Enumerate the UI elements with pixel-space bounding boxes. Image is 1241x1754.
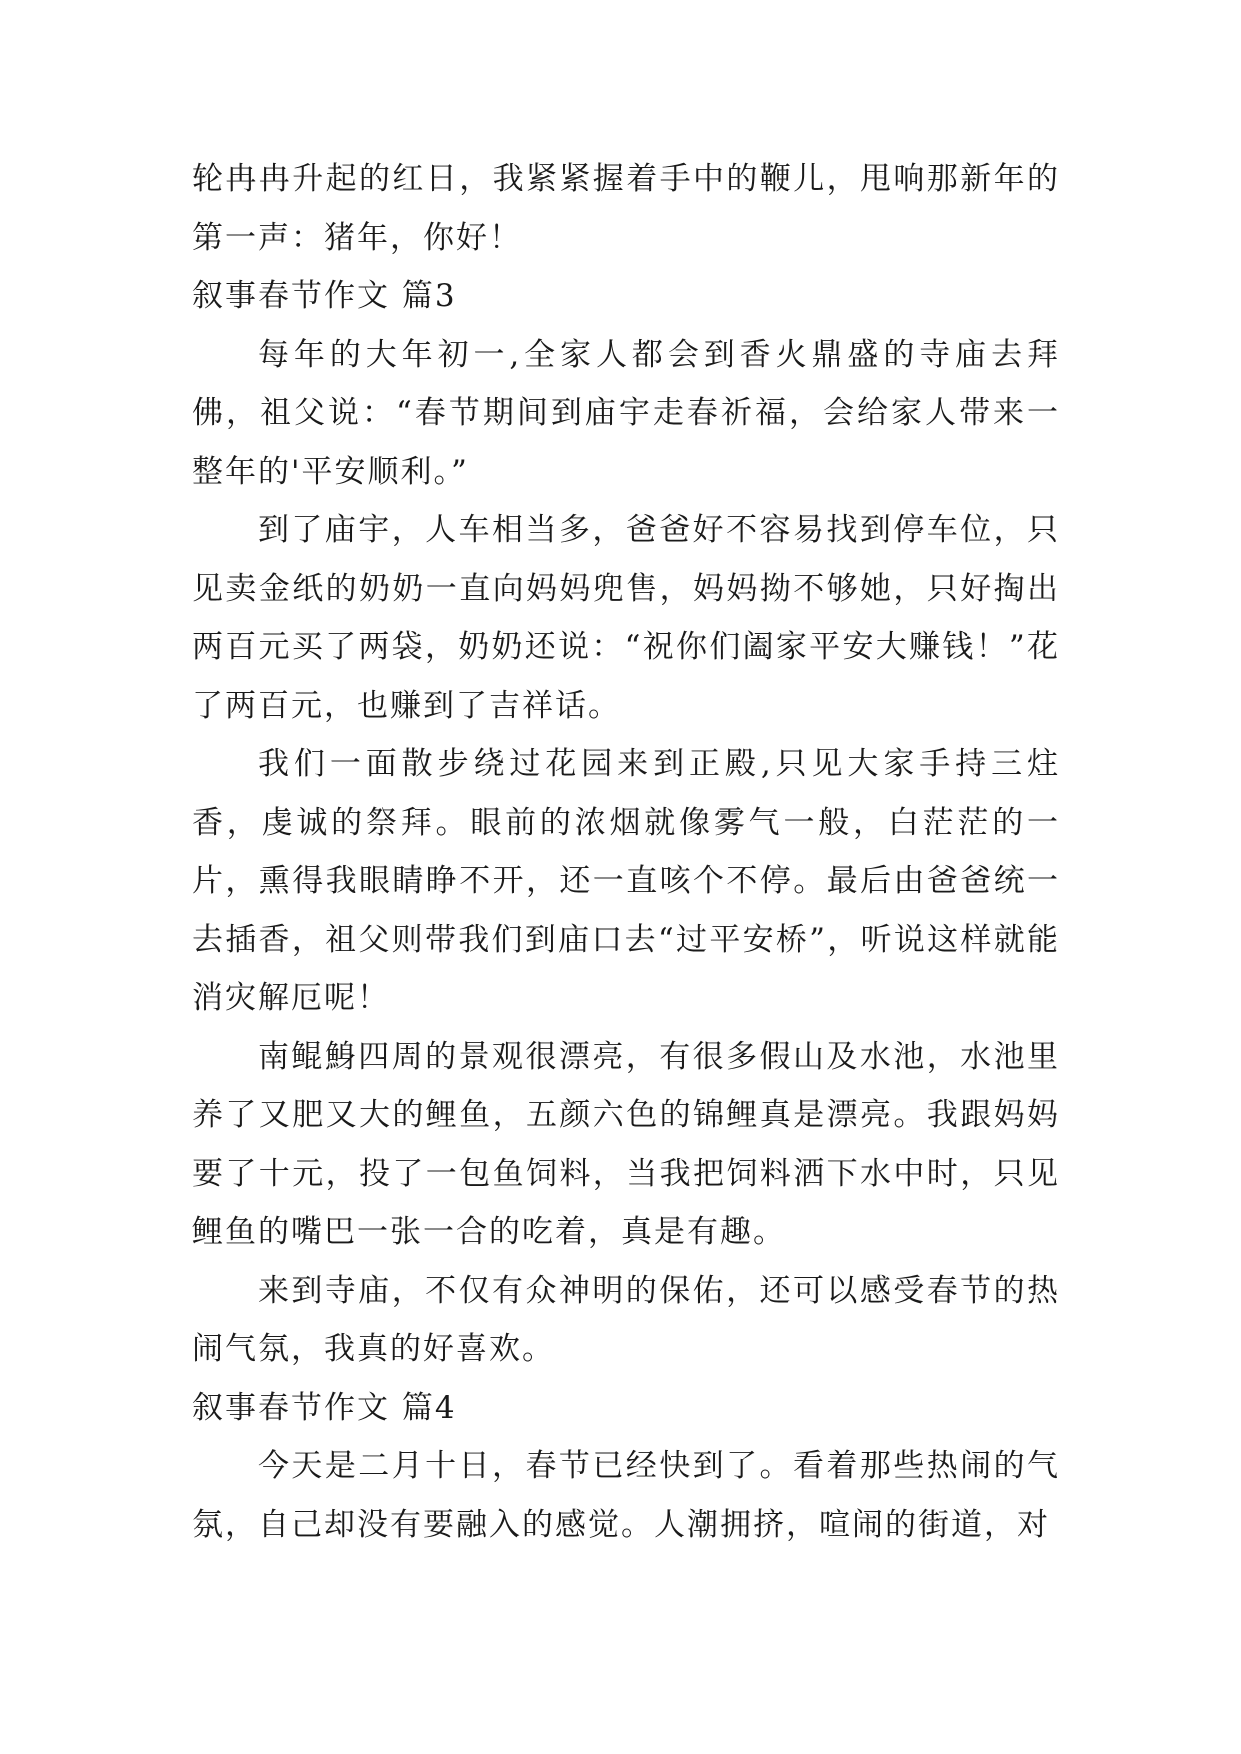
paragraph: 到了庙宇，人车相当多，爸爸好不容易找到停车位，只见卖金纸的奶奶一直向妈妈兜售，妈妈拗不够她，只好掏出两百元买了两袋，奶奶还说：“祝你们阖家平安大赚钱！”花了两百元，也赚到了吉祥话。 xyxy=(192,512,1060,724)
continuation-paragraph: 轮冉冉升起的红日，我紧紧握着手中的鞭儿，甩响那新年的第一声：猪年，你好！ xyxy=(192,161,1060,256)
section-heading-3: 叙事春节作文 篇3 xyxy=(192,278,457,314)
paragraph: 我们一面散步绕过花园来到正殿,只见大家手持三炷香，虔诚的祭拜。眼前的浓烟就像雾气一般，白茫茫的一片，熏得我眼睛睁不开，还一直咳个不停。最后由爸爸统一去插香，祖父则带我们到庙口去“过平安桥”，听说这样就能消灾解厄呢！ xyxy=(192,746,1060,1016)
paragraph: 来到寺庙，不仅有众神明的保佑，还可以感受春节的热闹气氛，我真的好喜欢。 xyxy=(192,1272,1060,1367)
paragraph: 南鲲鯓四周的景观很漂亮，有很多假山及水池，水池里养了又肥又大的鲤鱼，五颜六色的锦鲤真是漂亮。我跟妈妈要了十元，投了一包鱼饲料，当我把饲料洒下水中时，只见鲤鱼的嘴巴一张一合的吃着，真是有趣。 xyxy=(192,1038,1060,1250)
document-page xyxy=(192,150,1060,1554)
paragraph: 今天是二月十日，春节已经快到了。看着那些热闹的气氛，自己却没有要融入的感觉。人潮拥挤，喧闹的街道，对 xyxy=(192,1448,1060,1543)
section-heading-4: 叙事春节作文 篇4 xyxy=(192,1389,457,1426)
paragraph: 每年的大年初一,全家人都会到香火鼎盛的寺庙去拜佛，祖父说：“春节期间到庙宇走春祈福，会给家人带来一整年的'平安顺利。” xyxy=(192,336,1060,490)
